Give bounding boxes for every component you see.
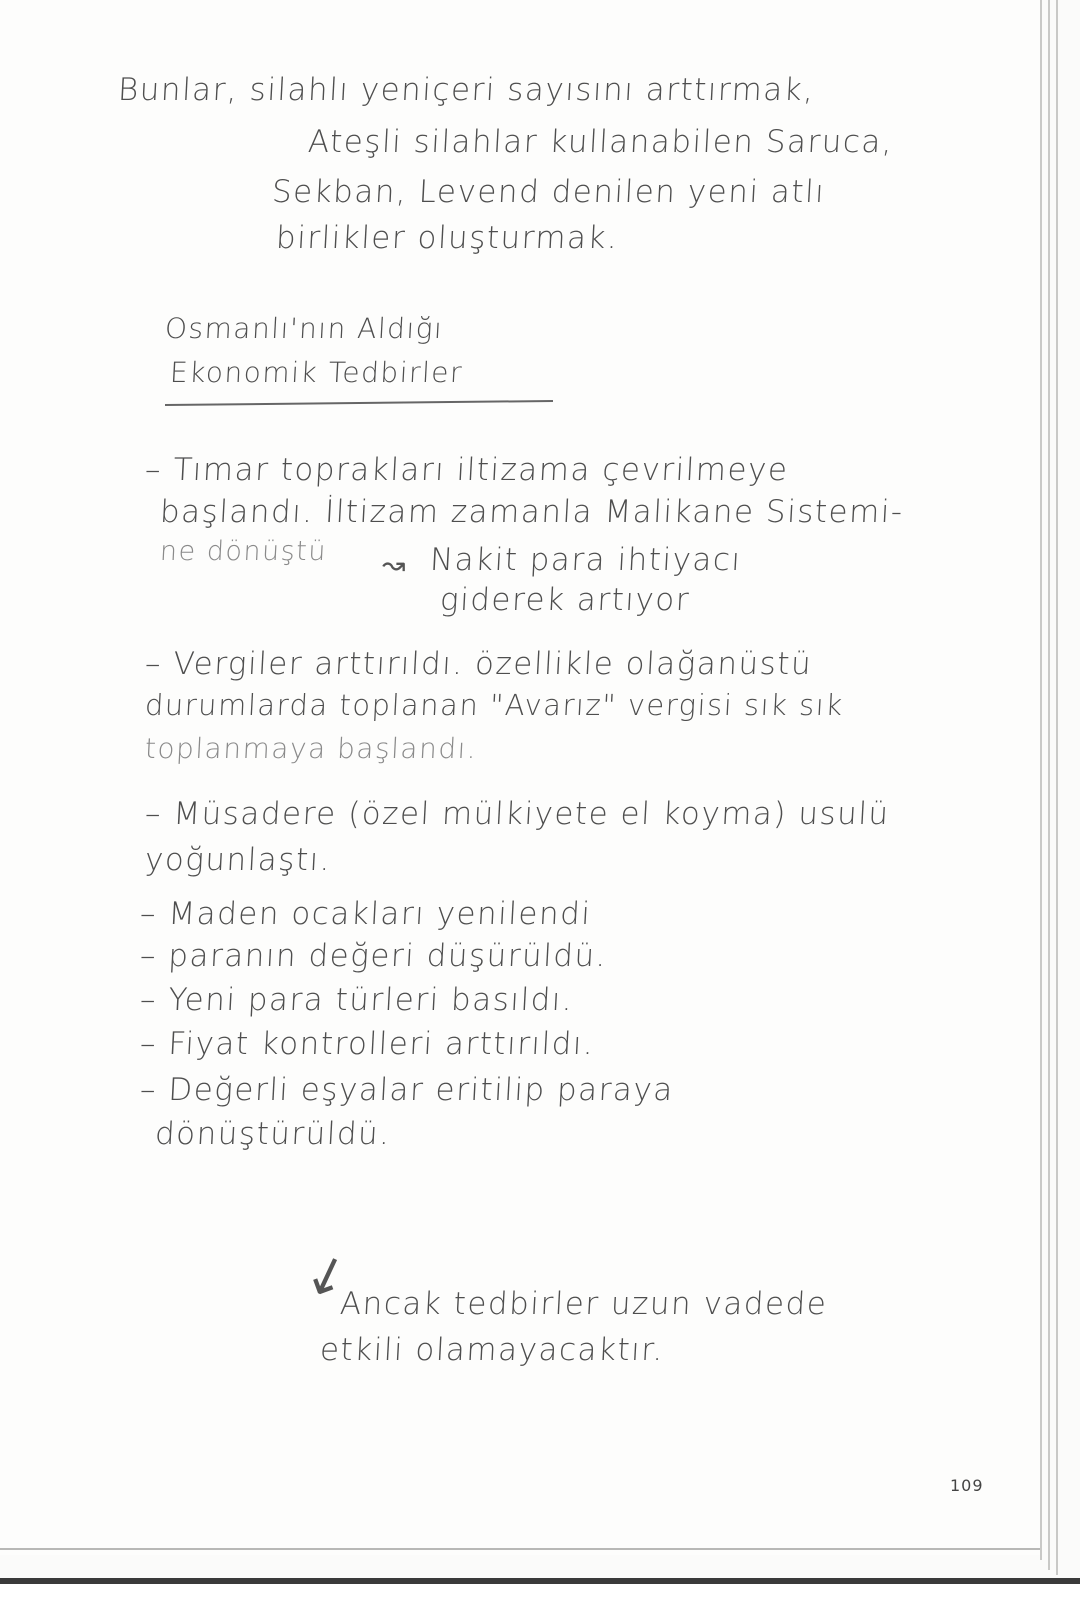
list-item: durumlarda toplanan "Avarız" vergisi sık sık — [144, 688, 845, 722]
intro-line: Ateşli silahlar kullanabilen Saruca, — [307, 124, 895, 160]
page-edge — [1056, 0, 1058, 1575]
intro-line: birlikler oluşturmak. — [275, 220, 620, 256]
intro-line: Sekban, Levend denilen yeni atlı — [271, 174, 827, 210]
curved-arrow-right-icon: ↝ — [382, 548, 406, 581]
list-item: – paranın değeri düşürüldü. — [139, 938, 608, 974]
list-item: toplanmaya başlandı. — [144, 732, 479, 765]
list-item: dönüştürüldü. — [154, 1116, 392, 1152]
page-number: 109 — [950, 1476, 984, 1495]
list-item: – Fiyat kontrolleri arttırıldı. — [139, 1026, 596, 1062]
section-heading: Osmanlı'nın Aldığı — [164, 312, 445, 345]
page-edge — [1040, 0, 1042, 1560]
conclusion: Ancak tedbirler uzun vadede — [339, 1286, 829, 1322]
list-item: – Müsadere (özel mülkiyete el koyma) usulü — [144, 796, 891, 832]
arrow-down-left-icon: ↙ — [296, 1239, 358, 1311]
list-item: – Maden ocakları yenilendi — [139, 896, 593, 932]
scan-border — [0, 1578, 1080, 1607]
list-item: başlandı. İltizam zamanla Malikane Sistemi- — [159, 494, 905, 530]
list-item: – Yeni para türleri basıldı. — [139, 982, 575, 1018]
intro-line: Bunlar, silahlı yeniçeri sayısını arttırmak, — [117, 72, 816, 108]
list-item: ne dönüştü — [159, 536, 328, 567]
list-item: – Vergiler arttırıldı. özellikle olağanüstü — [144, 646, 814, 682]
list-item: – Değerli eşyalar eritilip paraya — [139, 1072, 675, 1108]
list-item: yoğunlaştı. — [144, 842, 333, 878]
page-bottom-edge — [0, 1548, 1040, 1550]
heading-underline — [165, 400, 553, 406]
list-item: – Tımar toprakları iltizama çevrilmeye — [144, 452, 790, 488]
section-heading: Ekonomik Tedbirler — [169, 356, 464, 389]
conclusion: etkili olamayacaktır. — [319, 1332, 665, 1368]
note: Nakit para ihtiyacı — [429, 542, 743, 578]
note: giderek artıyor — [439, 582, 691, 618]
page-edge — [1048, 0, 1050, 1570]
